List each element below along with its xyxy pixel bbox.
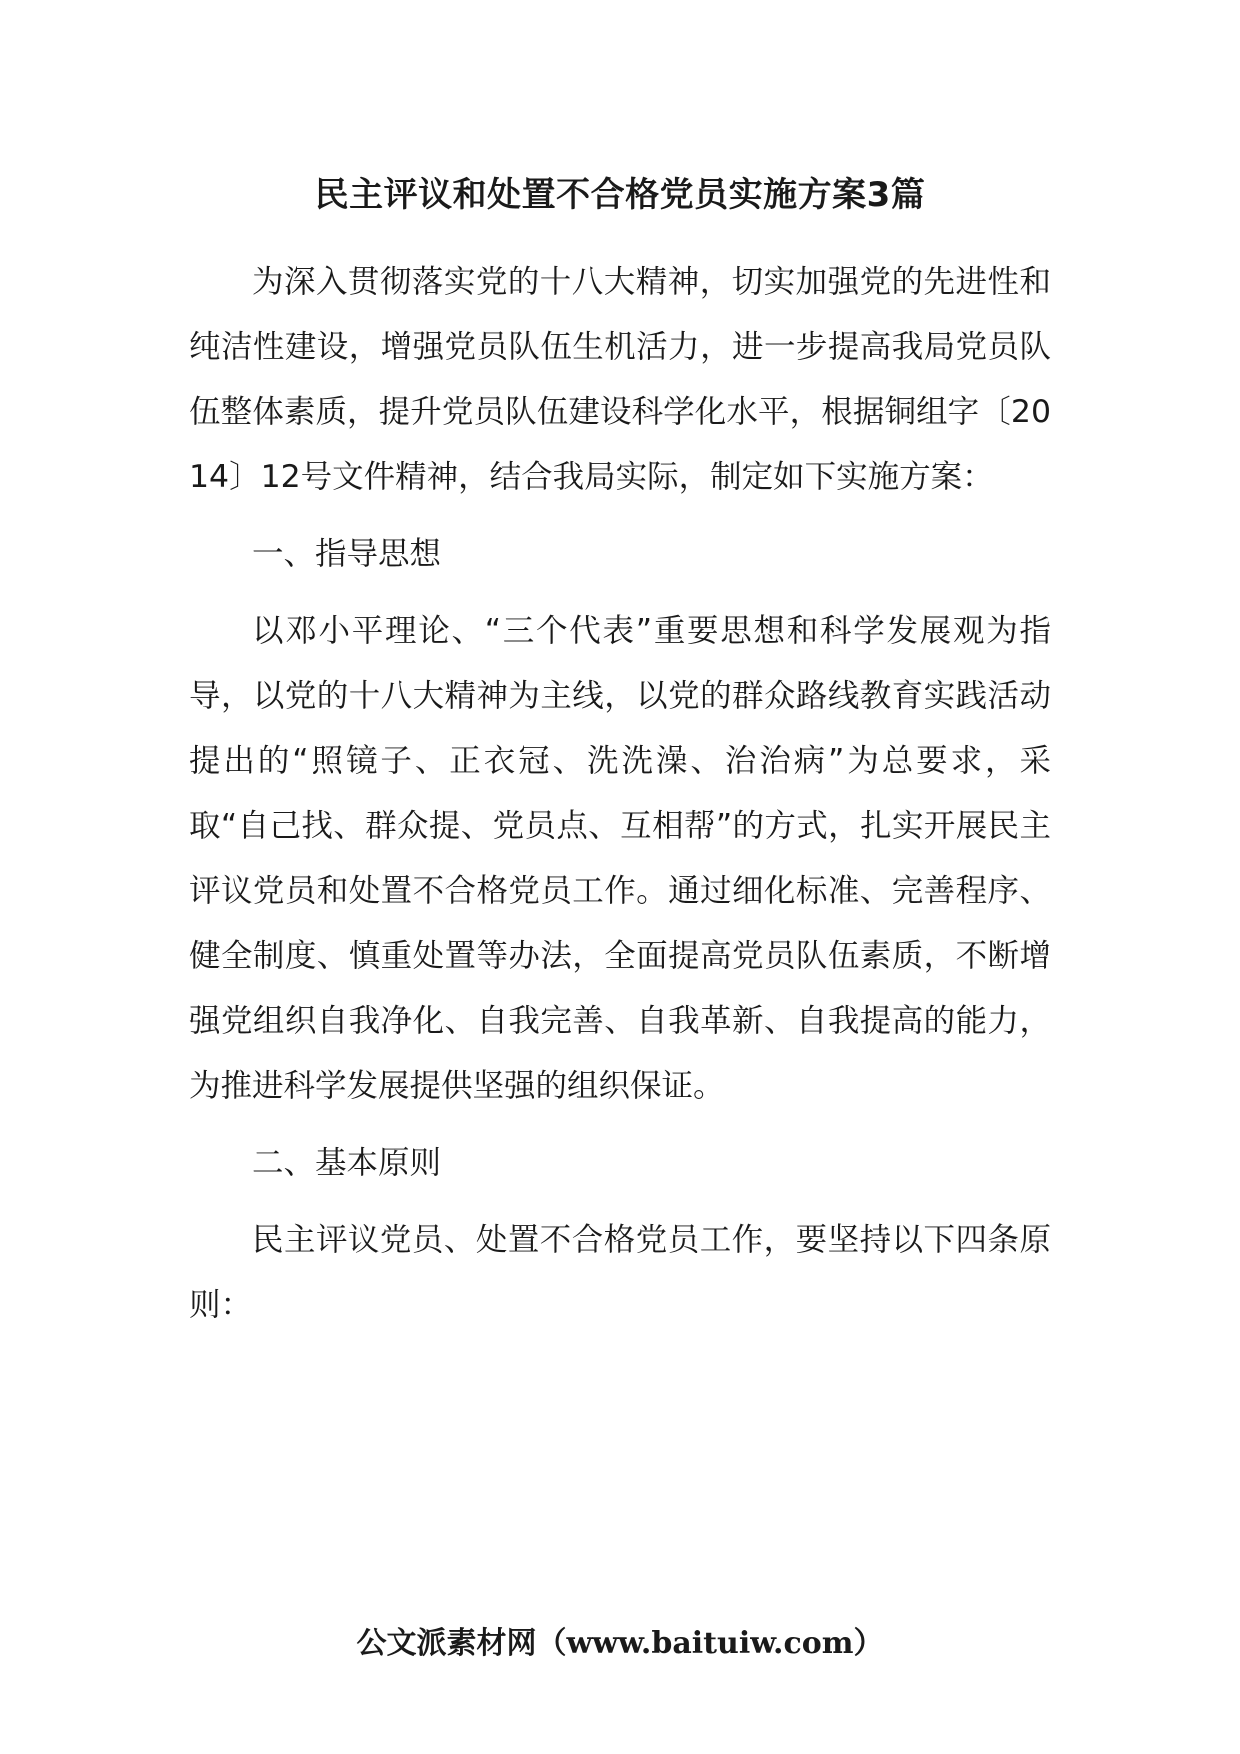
paragraph-intro: 为深入贯彻落实党的十八大精神，切实加强党的先进性和纯洁性建设，增强党员队伍生机活力，进一步提高我局党员队伍整体素质，提升党员队伍建设科学化水平，根据铜组字〔2014〕12号文件精神，结合我局实际，制定如下实施方案：	[189, 264, 1051, 495]
paragraph-basic-principles: 民主评议党员、处置不合格党员工作，要坚持以下四条原则：	[189, 1222, 1051, 1323]
section-heading-guiding-ideology: 一、指导思想	[252, 536, 442, 572]
document-body	[189, 250, 1051, 1338]
page-footer: 公文派素材网（www.baituiw.com）	[356, 1626, 884, 1661]
document-title: 民主评议和处置不合格党员实施方案3篇	[314, 175, 926, 215]
paragraph-guiding-ideology: 以邓小平理论、“三个代表”重要思想和科学发展观为指导，以党的十八大精神为主线，以党的群众路线教育实践活动提出的“照镜子、正衣冠、洗洗澡、治治病”为总要求，采取“自己找、群众提、党员点、互相帮”的方式，扎实开展民主评议党员和处置不合格党员工作。通过细化标准、完善程序、健全制度、慎重处置等办法，全面提高党员队伍素质，不断增强党组织自我净化、自我完善、自我革新、自我提高的能力，为推进科学发展提供坚强的组织保证。	[189, 613, 1051, 1104]
section-heading-basic-principles: 二、基本原则	[252, 1145, 442, 1181]
